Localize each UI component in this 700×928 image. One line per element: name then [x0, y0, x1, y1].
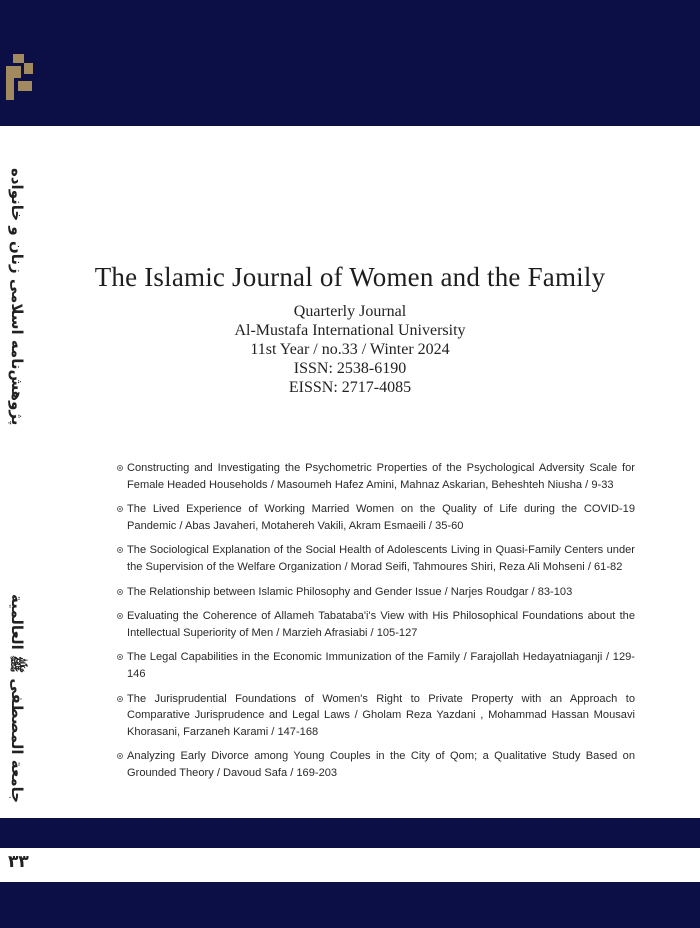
toc-item [117, 691, 635, 741]
toc-item-text: The Sociological Explanation of the Social Health of Adolescents Living in Quasi-Family Centers under the Supervision of the Welfare Organization / Morad Seifi, Tahmoures Shiri, Reza Ali Mohseni / 61-82 [127, 544, 635, 573]
top-band [0, 0, 700, 126]
toc-item-text: Constructing and Investigating the Psychometric Properties of the Psychological Adversity Scale for Female Headed Households / Masoumeh Hafez Amini, Mahnaz Askarian, Beheshteh Niusha / 9-33 [127, 462, 635, 491]
journal-issn: ISSN: 2538-6190 [293, 360, 407, 377]
toc-item [117, 460, 635, 493]
toc-item-text: The Lived Experience of Working Married Women on the Quality of Life during the COVID-19 Pandemic / Abas Javaheri, Motahereh Vakili, Akram Esmaeili / 35-60 [127, 503, 635, 532]
journal-logo-icon [4, 54, 34, 102]
bottom-band [0, 882, 700, 928]
toc-item-text: The Jurisprudential Foundations of Women's Right to Private Property with an Approach to Comparative Jurisprudence and Legal Laws / Gholam Reza Yazdani , Mohammad Hassan Mousavi Khorasani, Farzaneh Karami / 147-168 [127, 692, 635, 738]
journal-type: Quarterly Journal [293, 303, 407, 320]
bullet-icon [117, 589, 123, 595]
middle-band [0, 818, 700, 848]
side-title-persian: پژوهش‌نامه اسلامی زنان و خانواده [8, 168, 26, 426]
toc-item [117, 542, 635, 575]
bullet-icon [117, 613, 123, 619]
toc-item [117, 584, 635, 601]
toc-item-text: Evaluating the Coherence of Allameh Tabataba'i's View with His Philosophical Foundations about the Intellectual Superiority of Men / Marzieh Afrasiabi / 105-127 [127, 610, 635, 639]
journal-meta [0, 302, 700, 397]
bullet-icon [117, 547, 123, 553]
journal-eissn: EISSN: 2717-4085 [288, 379, 412, 396]
toc-item-text: The Relationship between Islamic Philosophy and Gender Issue / Narjes Roudgar / 83-103 [127, 585, 573, 598]
journal-issue: 11st Year / no.33 / Winter 2024 [250, 341, 450, 358]
bullet-icon [117, 696, 123, 702]
toc-item [117, 748, 635, 781]
bullet-icon [117, 654, 123, 660]
toc-item-text: The Legal Capabilities in the Economic Immunization of the Family / Farajollah Hedayatniaganji / 129-146 [127, 651, 635, 680]
table-of-contents [117, 460, 635, 790]
toc-item [117, 608, 635, 641]
side-university-arabic: جامعة المصطفى ﷺ العالمیة [8, 594, 26, 804]
toc-item [117, 501, 635, 534]
bullet-icon [117, 465, 123, 471]
toc-item [117, 649, 635, 682]
bullet-icon [117, 506, 123, 512]
toc-item-text: Analyzing Early Divorce among Young Couples in the City of Qom; a Qualitative Study Based on Grounded Theory / Davoud Safa / 169-203 [127, 750, 635, 779]
bullet-icon [117, 753, 123, 759]
journal-title: The Islamic Journal of Women and the Family [94, 262, 606, 292]
journal-publisher: Al-Mustafa International University [234, 322, 466, 339]
page-number: ۳۳ [8, 852, 29, 872]
